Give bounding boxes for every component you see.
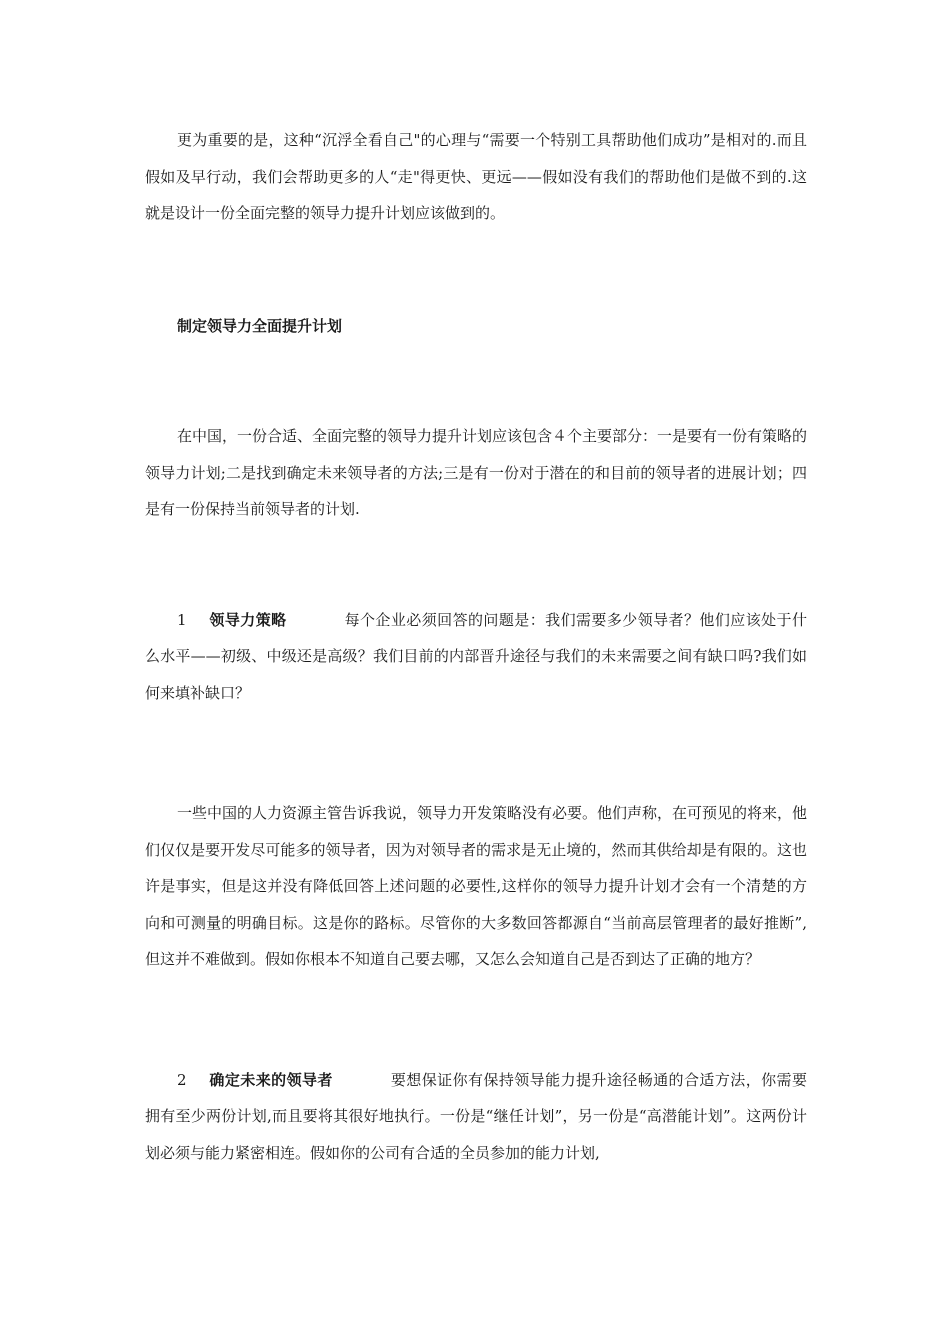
spacer	[145, 344, 807, 418]
spacer	[145, 978, 807, 1062]
section-1-title: 领导力策略	[209, 610, 287, 629]
section-2-paragraph	[145, 1062, 807, 1172]
paragraph-intro: 更为重要的是，这种“沉浮全看自己"的心理与“需要一个特别工具帮助他们成功”是相对的.而且假如及早行动，我们会帮助更多的人“走"得更快、更远——假如没有我们的帮助他们是做不到的.这就是设计一份全面完整的领导力提升计划应该做到的。	[145, 131, 807, 222]
spacer	[145, 232, 807, 308]
paragraph-overview: 在中国，一份合适、全面完整的领导力提升计划应该包含４个主要部分：一是要有一份有策略的领导力计划;二是找到确定未来领导者的方法;三是有一份对于潜在的和目前的领导者的进展计划；四是有一份保持当前领导者的计划.	[145, 427, 808, 518]
section-1-paragraph	[145, 602, 807, 712]
document-body	[145, 122, 807, 1171]
section-1-number: 1	[177, 610, 187, 629]
section-2-number: 2	[177, 1070, 187, 1089]
section-2-title: 确定未来的领导者	[209, 1070, 333, 1089]
section-2-text: 要想保证你有保持领导能力提升途径畅通的合适方法，你需要拥有至少两份计划,而且要将其很好地执行。一份是“继任计划”，另一份是“高潜能计划”。这两份计划必须与能力紧密相连。假如你的公司有合适的全员参加的能力计划,	[145, 1070, 807, 1162]
spacer	[145, 528, 807, 602]
spacer	[145, 711, 807, 795]
section-heading: 制定领导力全面提升计划	[177, 316, 343, 335]
paragraph-hr-opinion: 一些中国的人力资源主管告诉我说，领导力开发策略没有必要。他们声称，在可预见的将来，他们仅仅是要开发尽可能多的领导者，因为对领导者的需求是无止境的，然而其供给却是有限的。这也许是事实，但是这并没有降低回答上述问题的必要性,这样你的领导力提升计划才会有一个清楚的方向和可测量的明确目标。这是你的路标。尽管你的大多数回答都源自“当前高层管理者的最好推断”,但这并不难做到。假如你根本不知道自己要去哪，又怎么会知道自己是否到达了正确的地方？	[145, 804, 808, 968]
section-1-text: 每个企业必须回答的问题是：我们需要多少领导者？他们应该处于什么水平——初级、中级还是高级？我们目前的内部晋升途径与我们的未来需要之间有缺口吗?我们如何来填补缺口？	[145, 610, 807, 702]
